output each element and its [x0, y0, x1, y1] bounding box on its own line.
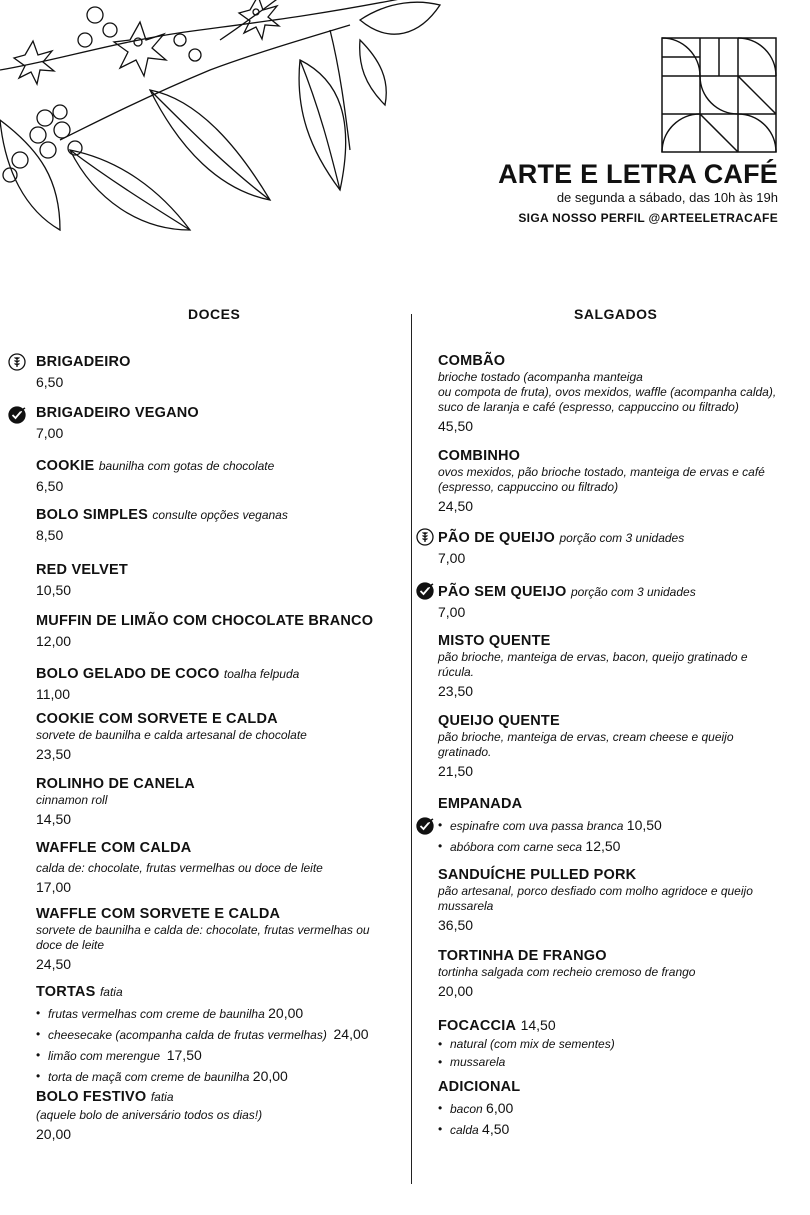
menu-item: BOLO FESTIVO fatia (aquele bolo de aniversário todos os dias!) 20,00 [36, 1089, 263, 1142]
list-item: • cheesecake (acompanha calda de frutas vermelhas) 24,00 [36, 1024, 406, 1045]
brand-logo [660, 36, 778, 154]
option-list [36, 1003, 406, 1087]
list-item: • abóbora com carne seca 12,50 [438, 836, 803, 857]
opening-hours: de segunda a sábado, das 10h às 19h [556, 189, 778, 205]
menu-item: ROLINHO DE CANELA cinnamon roll 14,50 [36, 776, 195, 827]
list-item: • bacon 6,00 [438, 1098, 803, 1119]
menu-item: COOKIE baunilha com gotas de chocolate 6,50 [36, 458, 275, 494]
vegan-check-icon [8, 406, 26, 424]
gluten-free-icon [416, 528, 434, 546]
list-item: • natural (com mix de sementes) [438, 1035, 803, 1053]
menu-item: RED VELVET 10,50 [36, 562, 128, 598]
list-item: • calda 4,50 [438, 1119, 803, 1140]
menu-item: PÃO SEM QUEIJO porção com 3 unidades 7,00 [438, 584, 696, 620]
menu-item: MUFFIN DE LIMÃO COM CHOCOLATE BRANCO 12,00 [36, 613, 374, 649]
menu-item: BOLO SIMPLES consulte opções veganas 8,50 [36, 507, 288, 543]
list-item: • espinafre com uva passa branca 10,50 [438, 815, 803, 836]
menu-item: EMPANADA • espinafre com uva passa branca 10,50 • abóbora com carne seca 12,50 [438, 796, 803, 857]
salgados-heading: SALGADOS [574, 306, 658, 322]
list-item: • limão com merengue 17,50 [36, 1045, 406, 1066]
menu-item: TORTINHA DE FRANGO tortinha salgada com recheio cremoso de frango 20,00 [438, 948, 696, 999]
coffee-plant-illustration [0, 0, 460, 245]
menu-item: COMBINHO ovos mexidos, pão brioche tostado, manteiga de ervas e café (espresso, cappuccino ou filtrado) 24,50 [438, 448, 765, 514]
menu-item: FOCACCIA 14,50 • natural (com mix de sementes) • mussarela [438, 1016, 803, 1071]
menu-item: MISTO QUENTE pão brioche, manteiga de ervas, bacon, queijo gratinado e rúcula. 23,50 [438, 633, 748, 699]
menu-item: QUEIJO QUENTE pão brioche, manteiga de ervas, cream cheese e queijo gratinado. 21,50 [438, 713, 734, 779]
brand-block [498, 160, 778, 225]
menu-item: BOLO GELADO DE COCO toalha felpuda 11,00 [36, 666, 300, 702]
menu-item: SANDUÍCHE PULLED PORK pão artesanal, porco desfiado com molho agridoce e queijo mussarela 36,50 [438, 867, 753, 933]
menu-item: WAFFLE COM CALDA calda de: chocolate, frutas vermelhas ou doce de leite 17,00 [36, 840, 323, 895]
column-divider [411, 314, 412, 1184]
option-list [438, 1098, 803, 1140]
menu-item: TORTAS fatia • frutas vermelhas com creme de baunilha 20,00 • cheesecake (acompanha calda de frutas vermelhas) 24,00 • limão com merengue 17,50 • torta de maçã com creme de baunilha 20,00 [36, 983, 406, 1087]
menu-item: PÃO DE QUEIJO porção com 3 unidades 7,00 [438, 530, 685, 566]
menu-item: BRIGADEIRO VEGANO 7,00 [36, 405, 199, 441]
menu-item: ADICIONAL • bacon 6,00 • calda 4,50 [438, 1079, 803, 1140]
cafe-name: ARTE E LETRA CAFÉ [498, 159, 778, 189]
option-list [438, 815, 803, 857]
option-list [438, 1035, 803, 1071]
list-item: • torta de maçã com creme de baunilha 20,00 [36, 1066, 406, 1087]
doces-heading: DOCES [188, 306, 241, 322]
gluten-free-icon [8, 353, 26, 371]
list-item: • frutas vermelhas com creme de baunilha 20,00 [36, 1003, 406, 1024]
menu-item: COMBÃO brioche tostado (acompanha manteiga ou compota de fruta), ovos mexidos, waffle (acompanha calda), suco de laranja e café (espresso, cappuccino ou filtrado) 45,50 [438, 353, 777, 434]
menu-item: WAFFLE COM SORVETE E CALDA sorvete de baunilha e calda de: chocolate, frutas vermelhas ou doce de leite 24,50 [36, 906, 370, 972]
vegan-check-icon [416, 817, 434, 835]
social-handle: SIGA NOSSO PERFIL @ARTEELETRACAFE [518, 211, 778, 226]
list-item: • mussarela [438, 1053, 803, 1071]
vegan-check-icon [416, 582, 434, 600]
menu-item: COOKIE COM SORVETE E CALDA sorvete de baunilha e calda artesanal de chocolate 23,50 [36, 711, 307, 762]
menu-item: BRIGADEIRO 6,50 [36, 354, 131, 390]
